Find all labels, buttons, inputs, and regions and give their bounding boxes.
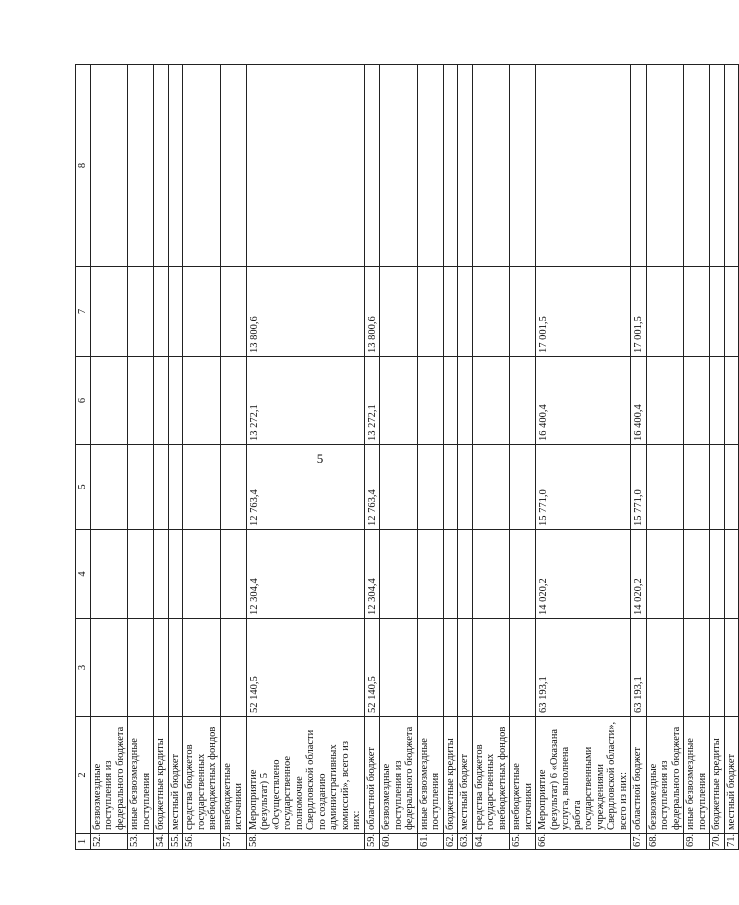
value-cell-col4 (154, 530, 169, 619)
row-number-cell: 71. (724, 834, 739, 850)
value-cell-col7 (380, 267, 418, 357)
row-name-cell: иные безвозмездные поступления (417, 717, 443, 834)
value-cell-col5: 15 771,0 (536, 445, 631, 530)
value-cell-col8 (90, 65, 128, 267)
header-cell-8: 8 (76, 65, 91, 267)
table-row (458, 65, 473, 850)
value-cell-col7 (220, 267, 246, 357)
value-cell-col6 (684, 357, 710, 445)
row-number-cell: 62. (443, 834, 458, 850)
table-row (631, 65, 647, 850)
value-cell-col7 (724, 267, 739, 357)
value-cell-col7 (710, 267, 725, 357)
header-cell-5: 5 (76, 445, 91, 530)
budget-table (75, 64, 739, 850)
value-cell-col8 (154, 65, 169, 267)
value-cell-col8 (472, 65, 510, 267)
row-number-cell: 70. (710, 834, 725, 850)
table-row (128, 65, 154, 850)
value-cell-col5 (380, 445, 418, 530)
table-row (417, 65, 443, 850)
value-cell-col5: 12 763,4 (364, 445, 380, 530)
value-cell-col3 (472, 619, 510, 717)
value-cell-col8 (510, 65, 536, 267)
value-cell-col6 (510, 357, 536, 445)
value-cell-col4 (646, 530, 684, 619)
value-cell-col6 (154, 357, 169, 445)
value-cell-col4 (510, 530, 536, 619)
value-cell-col4 (183, 530, 221, 619)
table-row (220, 65, 246, 850)
value-cell-col7: 13 800,6 (246, 267, 364, 357)
value-cell-col6 (472, 357, 510, 445)
value-cell-col7 (684, 267, 710, 357)
value-cell-col5 (168, 445, 183, 530)
value-cell-col6 (417, 357, 443, 445)
table-row (168, 65, 183, 850)
value-cell-col8 (246, 65, 364, 267)
value-cell-col4: 12 304,4 (246, 530, 364, 619)
value-cell-col7 (510, 267, 536, 357)
value-cell-col6 (443, 357, 458, 445)
header-row (76, 65, 91, 850)
row-number-cell: 69. (684, 834, 710, 850)
header-cell-1: 1 (76, 834, 91, 850)
value-cell-col8 (128, 65, 154, 267)
value-cell-col6: 16 400,4 (536, 357, 631, 445)
header-cell-4: 4 (76, 530, 91, 619)
row-number-cell: 64. (472, 834, 510, 850)
value-cell-col7: 17 001,5 (536, 267, 631, 357)
row-number-cell: 55. (168, 834, 183, 850)
value-cell-col3: 52 140,5 (246, 619, 364, 717)
value-cell-col4 (458, 530, 473, 619)
value-cell-col6 (724, 357, 739, 445)
row-number-cell: 68. (646, 834, 684, 850)
value-cell-col3 (710, 619, 725, 717)
row-number-cell: 54. (154, 834, 169, 850)
value-cell-col3 (220, 619, 246, 717)
value-cell-col3 (417, 619, 443, 717)
value-cell-col4 (90, 530, 128, 619)
header-cell-7: 7 (76, 267, 91, 357)
table-row (724, 65, 739, 850)
value-cell-col8 (220, 65, 246, 267)
value-cell-col4 (710, 530, 725, 619)
row-name-cell: внебюджетные источники (220, 717, 246, 834)
table-row (443, 65, 458, 850)
value-cell-col8 (724, 65, 739, 267)
row-name-cell: безвозмездные поступления из федерального бюджета (380, 717, 418, 834)
row-name-cell: областной бюджет (631, 717, 647, 834)
row-number-cell: 59. (364, 834, 380, 850)
row-name-cell: местный бюджет (168, 717, 183, 834)
value-cell-col4 (684, 530, 710, 619)
value-cell-col3 (183, 619, 221, 717)
value-cell-col7 (183, 267, 221, 357)
row-number-cell: 60. (380, 834, 418, 850)
row-name-cell: бюджетные кредиты (443, 717, 458, 834)
row-name-cell: бюджетные кредиты (154, 717, 169, 834)
row-name-cell: безвозмездные поступления из федерального бюджета (90, 717, 128, 834)
value-cell-col8 (443, 65, 458, 267)
row-number-cell: 56. (183, 834, 221, 850)
row-number-cell: 67. (631, 834, 647, 850)
value-cell-col6 (220, 357, 246, 445)
value-cell-col7: 17 001,5 (631, 267, 647, 357)
value-cell-col3: 52 140,5 (364, 619, 380, 717)
header-cell-2: 2 (76, 717, 91, 834)
value-cell-col6 (646, 357, 684, 445)
table-row (154, 65, 169, 850)
value-cell-col6 (128, 357, 154, 445)
rotated-table-wrapper (75, 65, 737, 850)
row-name-cell: Мероприятие (результат) 6 «Оказана услуга, выполнена работа государственными учреждениями Свердловской области», всего из них: (536, 717, 631, 834)
value-cell-col5 (128, 445, 154, 530)
value-cell-col3 (128, 619, 154, 717)
row-number-cell: 66. (536, 834, 631, 850)
value-cell-col7 (646, 267, 684, 357)
row-number-cell: 58. (246, 834, 364, 850)
header-cell-3: 3 (76, 619, 91, 717)
value-cell-col5 (90, 445, 128, 530)
page-number: 5 (316, 451, 324, 466)
value-cell-col3 (443, 619, 458, 717)
table-row (246, 65, 364, 850)
value-cell-col3 (380, 619, 418, 717)
row-number-cell: 52. (90, 834, 128, 850)
value-cell-col4 (724, 530, 739, 619)
value-cell-col3 (724, 619, 739, 717)
value-cell-col8 (364, 65, 380, 267)
value-cell-col5 (443, 445, 458, 530)
value-cell-col4 (380, 530, 418, 619)
value-cell-col5: 15 771,0 (631, 445, 647, 530)
value-cell-col6 (183, 357, 221, 445)
value-cell-col7 (472, 267, 510, 357)
row-name-cell: областной бюджет (364, 717, 380, 834)
value-cell-col3 (646, 619, 684, 717)
table-row (90, 65, 128, 850)
row-number-cell: 57. (220, 834, 246, 850)
table-row (536, 65, 631, 850)
row-number-cell: 61. (417, 834, 443, 850)
row-number-cell: 63. (458, 834, 473, 850)
value-cell-col6 (168, 357, 183, 445)
value-cell-col7 (458, 267, 473, 357)
row-name-cell: местный бюджет (458, 717, 473, 834)
value-cell-col4 (128, 530, 154, 619)
value-cell-col8 (417, 65, 443, 267)
value-cell-col7 (90, 267, 128, 357)
row-name-cell: местный бюджет (724, 717, 739, 834)
value-cell-col5: 12 763,4 (246, 445, 364, 530)
value-cell-col4: 14 020,2 (536, 530, 631, 619)
row-number-cell: 65. (510, 834, 536, 850)
value-cell-col7 (417, 267, 443, 357)
header-cell-6: 6 (76, 357, 91, 445)
value-cell-col6: 16 400,4 (631, 357, 647, 445)
value-cell-col3 (510, 619, 536, 717)
table-row (380, 65, 418, 850)
value-cell-col5 (684, 445, 710, 530)
value-cell-col8 (380, 65, 418, 267)
value-cell-col6 (380, 357, 418, 445)
value-cell-col6 (458, 357, 473, 445)
value-cell-col7 (168, 267, 183, 357)
value-cell-col7 (154, 267, 169, 357)
value-cell-col3 (168, 619, 183, 717)
value-cell-col6: 13 272,1 (364, 357, 380, 445)
value-cell-col7 (128, 267, 154, 357)
table-row (646, 65, 684, 850)
value-cell-col4 (472, 530, 510, 619)
value-cell-col4 (220, 530, 246, 619)
row-name-cell: Мероприятие (результат) 5 «Осуществлено государственное полномочие Свердловской области по созданию административных комиссий», всего из них: (246, 717, 364, 834)
value-cell-col8 (710, 65, 725, 267)
value-cell-col6 (90, 357, 128, 445)
value-cell-col5 (183, 445, 221, 530)
row-name-cell: иные безвозмездные поступления (128, 717, 154, 834)
value-cell-col7: 13 800,6 (364, 267, 380, 357)
value-cell-col8 (684, 65, 710, 267)
value-cell-col4 (168, 530, 183, 619)
row-name-cell: средства бюджетов государственных внебюджетных фондов (472, 717, 510, 834)
value-cell-col7 (443, 267, 458, 357)
value-cell-col5 (220, 445, 246, 530)
value-cell-col8 (183, 65, 221, 267)
row-name-cell: средства бюджетов государственных внебюджетных фондов (183, 717, 221, 834)
row-name-cell: безвозмездные поступления из федерального бюджета (646, 717, 684, 834)
value-cell-col3: 63 193,1 (631, 619, 647, 717)
value-cell-col5 (510, 445, 536, 530)
value-cell-col3 (458, 619, 473, 717)
value-cell-col8 (168, 65, 183, 267)
value-cell-col4: 12 304,4 (364, 530, 380, 619)
value-cell-col3 (684, 619, 710, 717)
value-cell-col8 (631, 65, 647, 267)
table-row (364, 65, 380, 850)
table-row (510, 65, 536, 850)
value-cell-col8 (646, 65, 684, 267)
table-row (472, 65, 510, 850)
value-cell-col5 (472, 445, 510, 530)
table-row (183, 65, 221, 850)
value-cell-col8 (458, 65, 473, 267)
table-row (684, 65, 710, 850)
row-number-cell: 53. (128, 834, 154, 850)
value-cell-col3 (154, 619, 169, 717)
value-cell-col3 (90, 619, 128, 717)
value-cell-col3: 63 193,1 (536, 619, 631, 717)
value-cell-col6: 13 272,1 (246, 357, 364, 445)
table-row (710, 65, 725, 850)
row-name-cell: внебюджетные источники (510, 717, 536, 834)
value-cell-col8 (536, 65, 631, 267)
value-cell-col5 (154, 445, 169, 530)
value-cell-col4: 14 020,2 (631, 530, 647, 619)
value-cell-col5 (646, 445, 684, 530)
value-cell-col4 (443, 530, 458, 619)
value-cell-col4 (417, 530, 443, 619)
row-name-cell: иные безвозмездные поступления (684, 717, 710, 834)
value-cell-col5 (724, 445, 739, 530)
row-name-cell: бюджетные кредиты (710, 717, 725, 834)
value-cell-col5 (417, 445, 443, 530)
value-cell-col5 (458, 445, 473, 530)
value-cell-col5 (710, 445, 725, 530)
value-cell-col6 (710, 357, 725, 445)
